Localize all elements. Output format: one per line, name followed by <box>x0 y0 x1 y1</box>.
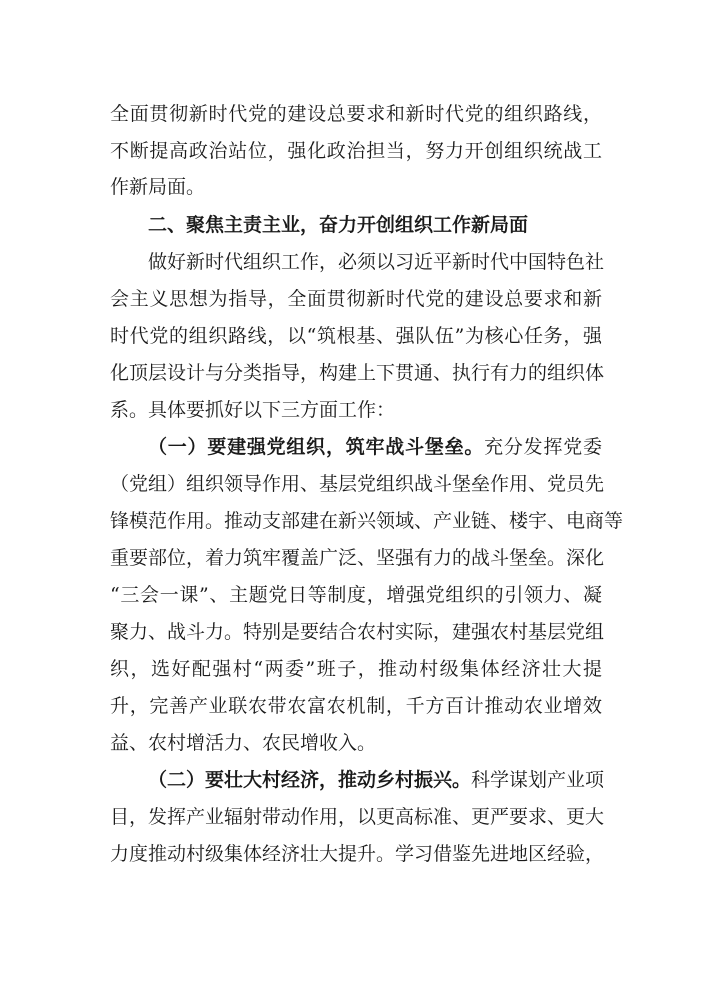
body-text-line: 会主义思想为指导，全面贯彻新时代党的建设总要求和新 <box>110 288 602 310</box>
body-text-line: 锋模范作用。推动支部建在新兴领域、产业链、楼宇、电商等 <box>110 510 624 532</box>
item-first-line <box>148 767 605 793</box>
body-text-line: “三会一课”、主题党日等制度，增强党组织的引领力、凝 <box>110 584 602 606</box>
body-text-line: 化顶层设计与分类指导，构建上下贯通、执行有力的组织体 <box>110 362 605 384</box>
item-first-line <box>148 434 602 460</box>
body-text-line: 作新局面。 <box>110 176 206 198</box>
item-title: （二）要壮大村经济，推动乡村振兴。 <box>148 769 472 791</box>
item-text: 科学谋划产业项 <box>471 769 605 791</box>
body-text-line: 益、农村增活力、农民增收入。 <box>110 732 377 754</box>
item-text: 充分发挥党委 <box>484 436 602 458</box>
body-text-line: 聚力、战斗力。特别是要结合农村实际，建强农村基层党组 <box>110 621 605 643</box>
body-text-line: 重要部位，着力筑牢覆盖广泛、坚强有力的战斗堡垒。深化 <box>110 547 605 569</box>
body-text-line: 不断提高政治站位，强化政治担当，努力开创组织统战工 <box>110 140 602 162</box>
body-text-line: 升，完善产业联农带农富农机制，千方百计推动农业增效 <box>110 695 602 717</box>
body-text-line: 力度推动村级集体经济壮大提升。学习借鉴先进地区经验， <box>110 843 605 865</box>
item-title: （一）要建强党组织，筑牢战斗堡垒。 <box>148 436 485 458</box>
body-text-line: 系。具体要抓好以下三方面工作： <box>110 399 396 421</box>
body-text-line: 做好新时代组织工作，必须以习近平新时代中国特色社 <box>148 251 605 273</box>
body-text-line: （党组）组织领导作用、基层党组织战斗堡垒作用、党员先 <box>110 473 605 495</box>
section-heading: 二、聚焦主责主业，奋力开创组织工作新局面 <box>148 214 529 236</box>
body-text-line: 时代党的组织路线，以“筑根基、强队伍”为核心任务，强 <box>110 325 602 347</box>
body-text-line: 全面贯彻新时代党的建设总要求和新时代党的组织路线， <box>110 103 602 125</box>
body-text-line: 目，发挥产业辐射带动作用，以更高标准、更严要求、更大 <box>110 806 605 828</box>
body-text-line: 织，选好配强村“两委”班子，推动村级集体经济壮大提 <box>110 658 602 680</box>
